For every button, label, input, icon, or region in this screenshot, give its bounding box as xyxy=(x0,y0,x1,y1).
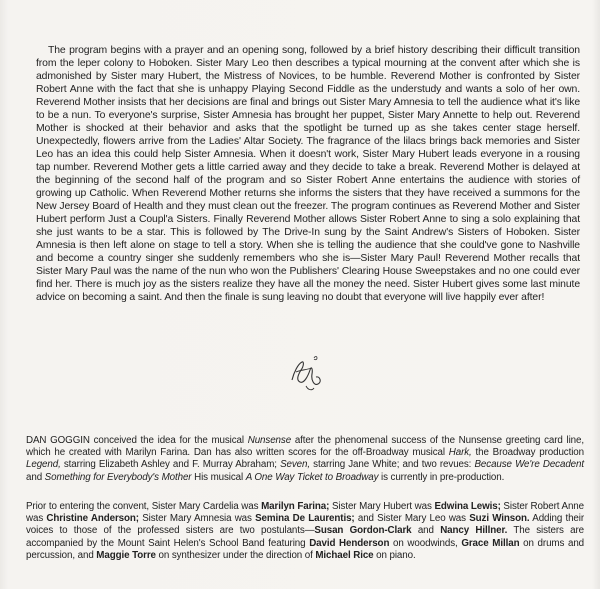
cast-credits xyxy=(26,501,584,562)
bio-paragraph: DAN GOGGIN conceived the idea for the musical Nunsense after the phenomenal success of the Nunsense greeting card line, which he created with Marilyn Farina. Dan has also written scores for the off-Broadway musical Hark, the Broadway production Legend, starring Elizabeth Ashley and F. Murray Abraham; Seven, starring Jane White; and two revues: Because We're Decadent and Something for Everybody's Mother His musical A One Way Ticket to Broadway is currently in pre-production. xyxy=(26,435,585,483)
synopsis xyxy=(36,44,580,304)
cast-paragraph: Prior to entering the convent, Sister Mary Cardelia was Marilyn Farina; Sister Mary Hubert was Edwina Lewis; Sister Robert Anne was Christine Anderson; Sister Mary Amnesia was Semina De Laurentis; and Sister Mary Leo was Suzi Winson. Adding their voices to those of the professed sisters are two postulants—Susan Gordon-Clark and Nancy Hillner. The sisters are accompanied by the Mount Saint Helen's School Band featuring David Henderson on woodwinds, Grace Millan on drums and percussion, and Maggie Torre on synthesizer under the direction of Michael Rice on piano. xyxy=(26,501,585,561)
synopsis-paragraph: The program begins with a prayer and an opening song, followed by a brief history describing their difficult transition from the leper colony to Hoboken. Sister Mary Leo then describes a typical mourning at the convent after which she is admonished by Sister mary Hubert, the Mistress of Novices, to be humble. Reverend Mother is confronted by Sister Robert Anne with the fact that she is unhappy Playing Second Fiddle as the understudy and wants a solo of her own. Reverend Mother insists that her decisions are final and brings out Sister Mary Amnesia to tell the audience what it's like to be a nun. To everyone's surprise, Sister Amnesia has brought her puppet, Sister Mary Annette to help out. Reverend Mother is shocked at their behavior and asks that the spotlight be turned up as she takes center stage herself. Unexpectedly, flowers arrive from the Ladies' Altar Society. The fragrance of the lilacs brings back memories and Sister Leo has an idea this could help Sister Amnesia. When it doesn't work, Sister Mary Hubert leads everyone in a rousing tap number. Reverend Mother gets a little carried away and they decide to take a break. Reverend Mother is delayed at the beginning of the second half of the program and so Sister Robert Anne entertains the audience with stories of growing up Catholic. When Reverend Mother returns she informs the sisters that they have received a summons for the New Jersey Board of Health and they must clean out the freezer. The program continues as Reverend Mother and Sister Hubert perform Just a Coupl'a Sisters. Finally Reverend Mother allows Sister Robert Anne to sing a solo explaining that she just wants to be a star. This is followed by The Drive-In sung by the Saint Andrew's Sisters of Hoboken. Sister Amnesia is then left alone on stage to tell a story. When she is telling the audience that she could've gone to Nashville and become a country singer she suddenly remembers who she is—Sister Mary Paul! Reverend Mother recalls that Sister Mary Paul was the name of the nun who won the Publishers' Clearing House Sweepstakes and no one could ever find her. There is much joy as the sisters realize they have all the money the need. Sister Hubert gives some last minute advice on becoming a saint. And then the finale is sung leaving no doubt that everyone will live happily ever after! xyxy=(36,45,580,303)
author-biography xyxy=(26,435,584,484)
signature-mark-icon xyxy=(284,350,328,394)
